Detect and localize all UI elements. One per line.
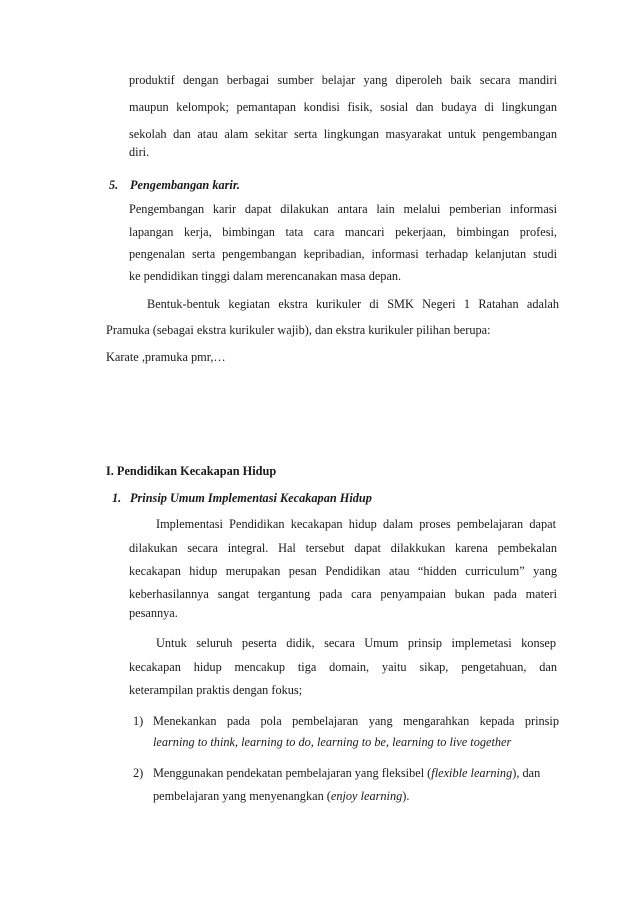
list-item-line-italic: learning to think, learning to do, learning to be, learning to live together	[153, 735, 512, 749]
italic-term: flexible learning	[431, 766, 513, 780]
text-run: ).	[402, 789, 410, 803]
implementasi-line: Implementasi Pendidikan kecakapan hidup dalam proses pembelajaran dapat	[156, 517, 556, 531]
untuk-line: keterampilan praktis dengan fokus;	[129, 683, 303, 697]
italic-term: enjoy learning	[330, 789, 403, 803]
implementasi-line: pesannya.	[129, 606, 178, 620]
text-run: pembelajaran yang menyenangkan (	[153, 789, 331, 803]
implementasi-line: keberhasilannya sangat tergantung pada cara penyampaian bukan pada materi	[129, 587, 557, 601]
subsection-heading: Prinsip Umum Implementasi Kecakapan Hidup	[130, 491, 372, 505]
untuk-line: kecakapan hidup mencakup tiga domain, yaitu sikap, pengetahuan, dan	[129, 660, 557, 674]
implementasi-line: kecakapan hidup merupakan pesan Pendidikan atau “hidden curriculum” yang	[129, 564, 557, 578]
intro-line: produktif dengan berbagai sumber belajar yang diperoleh baik secara mandiri	[129, 73, 557, 87]
list-item-line	[153, 765, 540, 781]
bentuk-line: Pramuka (sebagai ekstra kurikuler wajib), dan ekstra kurikuler pilihan berupa:	[106, 323, 491, 337]
section-5-number: 5.	[109, 178, 119, 192]
list-item-number: 1)	[133, 714, 144, 728]
text-run: Menggunakan pendekatan pembelajaran yang fleksibel (	[153, 766, 432, 780]
text-run: ), dan	[512, 766, 541, 780]
list-item-number: 2)	[133, 766, 144, 780]
list-item-line	[153, 788, 409, 804]
intro-line: diri.	[129, 145, 150, 159]
list-item-line: Menekankan pada pola pembelajaran yang mengarahkan kepada prinsip	[153, 714, 559, 728]
section-5-line: ke pendidikan tinggi dalam merencanakan masa depan.	[129, 269, 402, 283]
section-5-heading: Pengembangan karir.	[130, 178, 241, 192]
intro-line: maupun kelompok; pemantapan kondisi fisik, sosial dan budaya di lingkungan	[129, 100, 557, 114]
section-5-line: Pengembangan karir dapat dilakukan antara lain melalui pemberian informasi	[129, 202, 557, 216]
bentuk-line: Karate ,pramuka pmr,…	[106, 350, 226, 364]
section-5-line: pengenalan serta pengembangan kepribadian, informasi terhadap kelanjutan studi	[129, 247, 557, 261]
subsection-number: 1.	[112, 491, 122, 505]
implementasi-line: dilakukan secara integral. Hal tersebut dapat dilakkukan karena pembekalan	[129, 541, 557, 555]
untuk-line: Untuk seluruh peserta didik, secara Umum prinsip implemetasi konsep	[156, 636, 556, 650]
bentuk-line: Bentuk-bentuk kegiatan ekstra kurikuler di SMK Negeri 1 Ratahan adalah	[147, 297, 559, 311]
section-5-line: lapangan kerja, bimbingan tata cara mancari pekerjaan, bimbingan profesi,	[129, 225, 557, 239]
intro-line: sekolah dan atau alam sekitar serta lingkungan masyarakat untuk pengembangan	[129, 127, 557, 141]
section-i-heading: I. Pendidikan Kecakapan Hidup	[106, 464, 277, 478]
